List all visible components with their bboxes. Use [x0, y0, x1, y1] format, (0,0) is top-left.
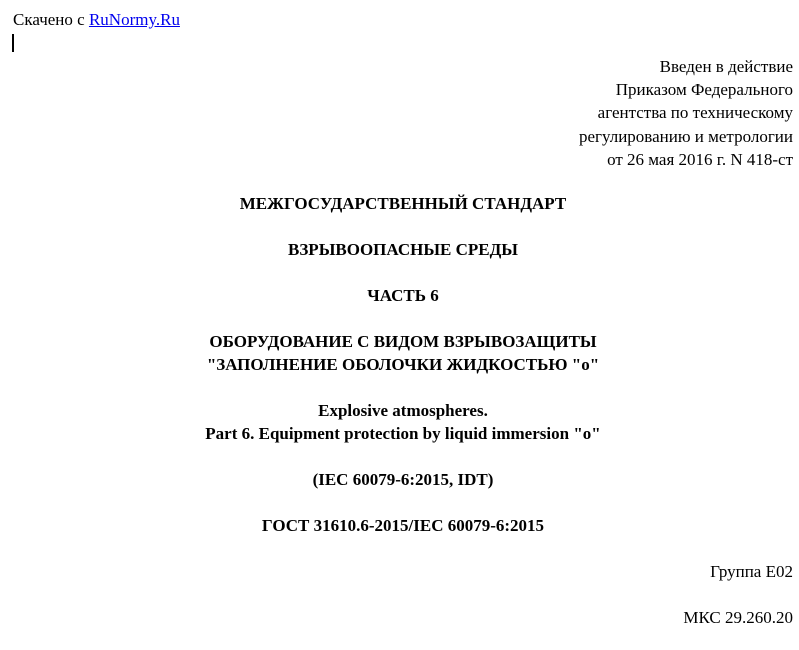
russian-title-line: ОБОРУДОВАНИЕ С ВИДОМ ВЗРЫВОЗАЩИТЫ [209, 332, 597, 351]
approval-block [579, 55, 793, 171]
approval-line: от 26 мая 2016 г. N 418-ст [607, 149, 793, 169]
english-title-line: Part 6. Equipment protection by liquid immersion "o" [205, 424, 601, 443]
source-line [13, 9, 180, 31]
english-title-line: Explosive atmospheres. [318, 401, 488, 420]
mks-code: МКС 29.260.20 [683, 608, 793, 627]
source-prefix: Скачено с [13, 10, 89, 29]
approval-line: Приказом Федерального [615, 80, 793, 100]
approval-line: агентства по техническому [597, 103, 793, 123]
english-title [0, 399, 799, 445]
standard-type-heading: МЕЖГОСУДАРСТВЕННЫЙ СТАНДАРТ [239, 194, 567, 213]
runormy-link[interactable]: RuNormy.Ru [88, 10, 180, 29]
text-cursor [12, 34, 14, 52]
approval-line: Введен в действие [659, 57, 793, 76]
gost-number: ГОСТ 31610.6-2015/IEC 60079-6:2015 [261, 516, 545, 535]
part-heading: ЧАСТЬ 6 [367, 286, 439, 305]
iec-reference: (IEC 60079-6:2015, IDT) [312, 470, 494, 489]
russian-title [0, 330, 799, 376]
russian-title-line: "ЗАПОЛНЕНИЕ ОБОЛОЧКИ ЖИДКОСТЬЮ "о" [206, 355, 600, 374]
approval-line: регулированию и метрологии [578, 126, 793, 146]
subject-heading: ВЗРЫВООПАСНЫЕ СРЕДЫ [288, 240, 518, 259]
group-code: Группа Е02 [710, 562, 793, 581]
